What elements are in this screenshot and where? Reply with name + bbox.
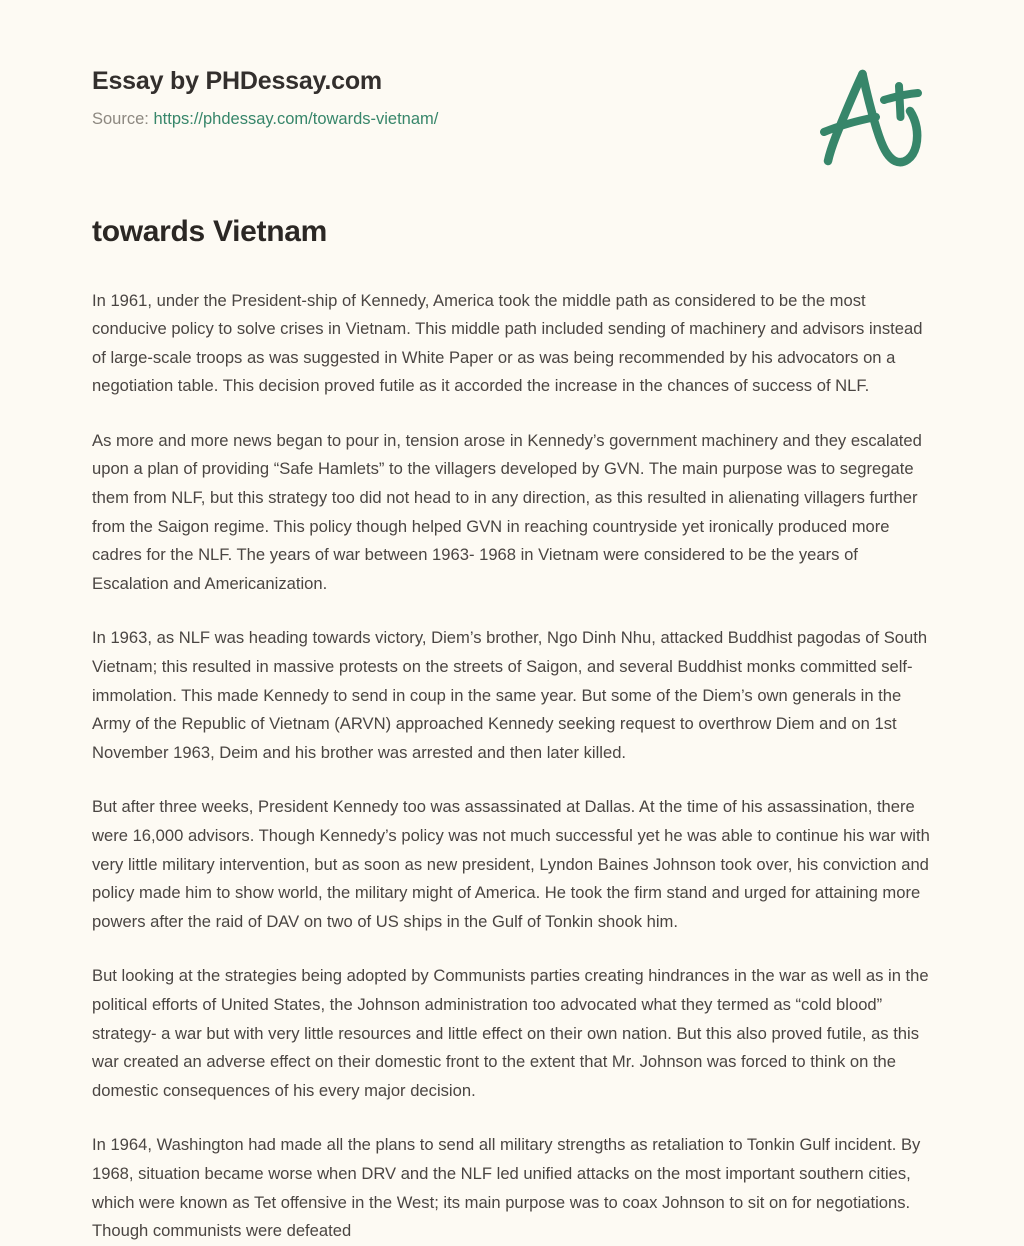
brand-title: Essay by PHDessay.com <box>92 67 382 95</box>
article-body <box>92 287 934 1246</box>
paragraph: But looking at the strategies being adopted by Communists parties creating hindrances in the war as well as in the political efforts of United States, the Johnson administration too advocated what they termed as “cold blood” strategy- a war but with very little resources and little effect on their own nation. But this also proved futile, as this war created an adverse effect on their domestic front to the extent that Mr. Johnson was forced to think on the domestic consequences of his every major decision. <box>92 966 929 1100</box>
paragraph: In 1961, under the President-ship of Kennedy, America took the middle path as considered to be the most conducive policy to solve crises in Vietnam. This middle path included sending of machinery and advisors instead of large-scale troops as was suggested in White Paper or as was being recommended by his advocators on a negotiation table. This decision proved futile as it accorded the increase in the chances of success of NLF. <box>92 290 923 396</box>
paragraph: In 1963, as NLF was heading towards victory, Diem’s brother, Ngo Dinh Nhu, attacked Buddhist pagodas of South Vietnam; this resulted in massive protests on the streets of Saigon, and several Buddhist monks committed self-immolation. This made Kennedy to send in coup in the same year. But some of the Diem’s own generals in the Army of the Republic of Vietnam (ARVN) approached Kennedy seeking request to overthrow Diem and on 1st November 1963, Deim and his brother was arrested and then later killed. <box>92 628 928 762</box>
article <box>92 213 934 1246</box>
source-label: Source: <box>92 110 149 128</box>
paragraph: But after three weeks, President Kennedy too was assassinated at Dallas. At the time of his assassination, there were 16,000 advisors. Though Kennedy’s policy was not much successful yet he was able to continue his war with very little military intervention, but as soon as new president, Lyndon Baines Johnson took over, his conviction and policy made him to show world, the military might of America. He took the firm stand and urged for attaining more powers after the raid of DAV on two of US ships in the Gulf of Tonkin shook him. <box>92 797 930 931</box>
page-title: towards Vietnam <box>92 215 328 248</box>
source-url-link[interactable]: https://phdessay.com/towards-vietnam/ <box>153 110 439 128</box>
a-plus-logo-icon <box>806 64 938 172</box>
a-plus-logo <box>806 64 938 172</box>
brand-block <box>92 66 438 130</box>
page-header <box>0 0 1024 185</box>
source-line <box>92 109 438 130</box>
paragraph: As more and more news began to pour in, tension arose in Kennedy’s government machinery and they escalated upon a plan of providing “Safe Hamlets” to the villagers developed by GVN. The main purpose was to segregate them from NLF, but this strategy too did not head to in any direction, as this resulted in alienating villagers further from the Saigon regime. This policy though helped GVN in reaching countryside yet ironically produced more cadres for the NLF. The years of war between 1963- 1968 in Vietnam were considered to be the years of Escalation and Americanization. <box>92 430 922 593</box>
paragraph: In 1964, Washington had made all the plans to send all military strengths as retaliation to Tonkin Gulf incident. By 1968, situation became worse when DRV and the NLF led unified attacks on the most important southern cities, which were known as Tet offensive in the West; its main purpose was to coax Johnson to sit on for negotiations. Though communists were defeated <box>92 1135 921 1241</box>
